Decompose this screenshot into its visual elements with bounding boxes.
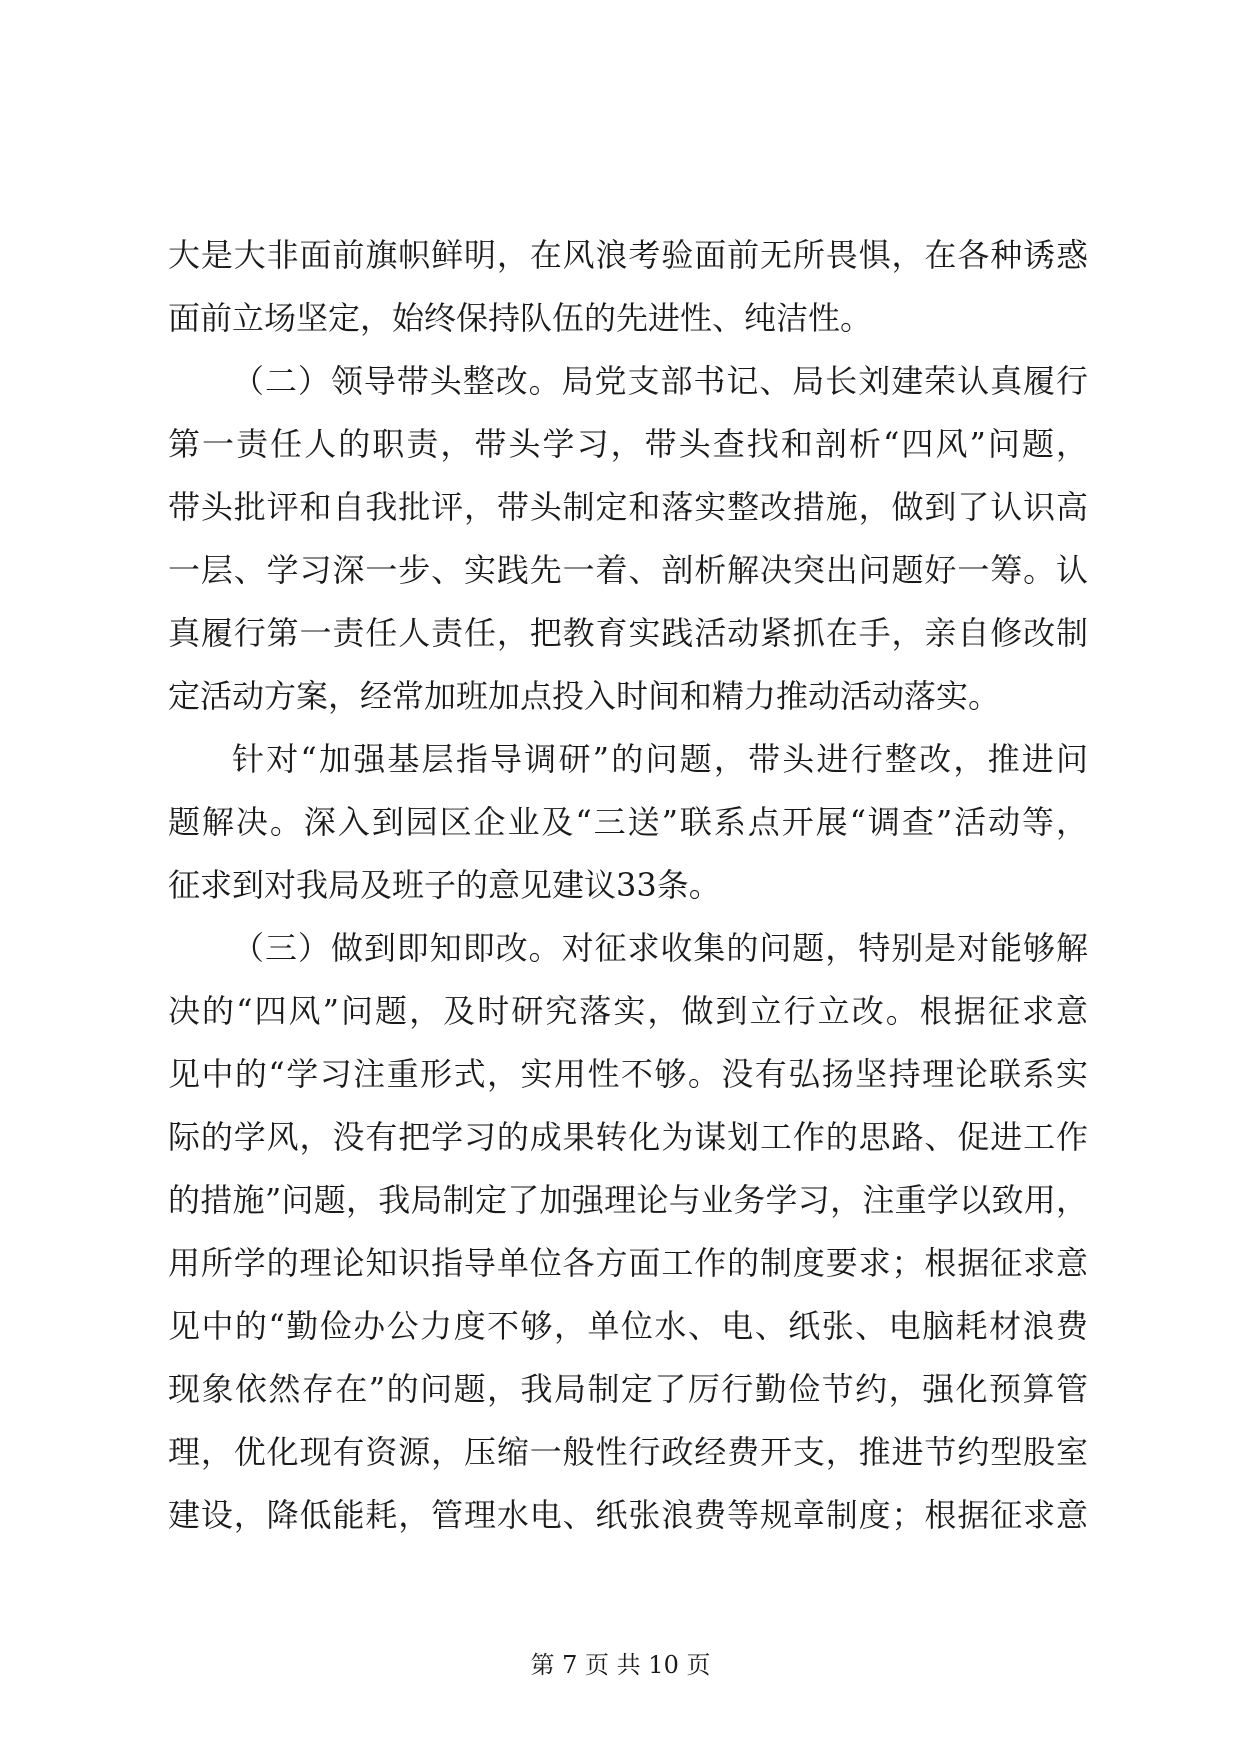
paragraph-start-line: （二）领导带头整改。局党支部书记、局长刘建荣认真履行 [232,362,1088,400]
text-line: 面前立场坚定，始终保持队伍的先进性、纯洁性。 [168,299,873,337]
text-line: 见中的“学习注重形式，实用性不够。没有弘扬坚持理论联系实 [168,1055,1088,1093]
text-line: 题解决。深入到园区企业及“三送”联系点开展“调查”活动等， [168,803,1088,841]
text-line: 带头批评和自我批评，带头制定和落实整改措施，做到了认识高 [168,488,1088,526]
text-line: 见中的“勤俭办公力度不够，单位水、电、纸张、电脑耗材浪费 [168,1307,1088,1345]
page-number-label: 第 7 页 共 10 页 [530,1651,711,1679]
text-line: 决的“四风”问题，及时研究落实，做到立行立改。根据征求意 [168,992,1088,1030]
text-line: 真履行第一责任人责任，把教育实践活动紧抓在手，亲自修改制 [168,614,1088,652]
text-line: 理，优化现有资源，压缩一般性行政经费开支，推进节约型股室 [168,1433,1088,1471]
paragraph-start-line: （三）做到即知即改。对征求收集的问题，特别是对能够解 [232,929,1088,967]
text-line: 建设，降低能耗，管理水电、纸张浪费等规章制度；根据征求意 [168,1496,1088,1534]
text-line: 大是大非面前旗帜鲜明，在风浪考验面前无所畏惧，在各种诱惑 [168,236,1088,274]
page-footer [0,1650,1241,1680]
document-body [168,224,1088,1547]
text-line: 的措施”问题，我局制定了加强理论与业务学习，注重学以致用， [168,1181,1088,1219]
text-line: 第一责任人的职责，带头学习，带头查找和剖析“四风”问题， [168,425,1088,463]
text-line: 现象依然存在”的问题，我局制定了厉行勤俭节约，强化预算管 [168,1370,1088,1408]
text-line: 一层、学习深一步、实践先一着、剖析解决突出问题好一筹。认 [168,551,1088,589]
text-line: 征求到对我局及班子的意见建议33条。 [168,866,721,904]
text-line: 用所学的理论知识指导单位各方面工作的制度要求；根据征求意 [168,1244,1088,1282]
text-line: 定活动方案，经常加班加点投入时间和精力推动活动落实。 [168,677,1001,715]
text-line: 际的学风，没有把学习的成果转化为谋划工作的思路、促进工作 [168,1118,1088,1156]
paragraph-start-line: 针对“加强基层指导调研”的问题，带头进行整改，推进问 [232,740,1088,778]
